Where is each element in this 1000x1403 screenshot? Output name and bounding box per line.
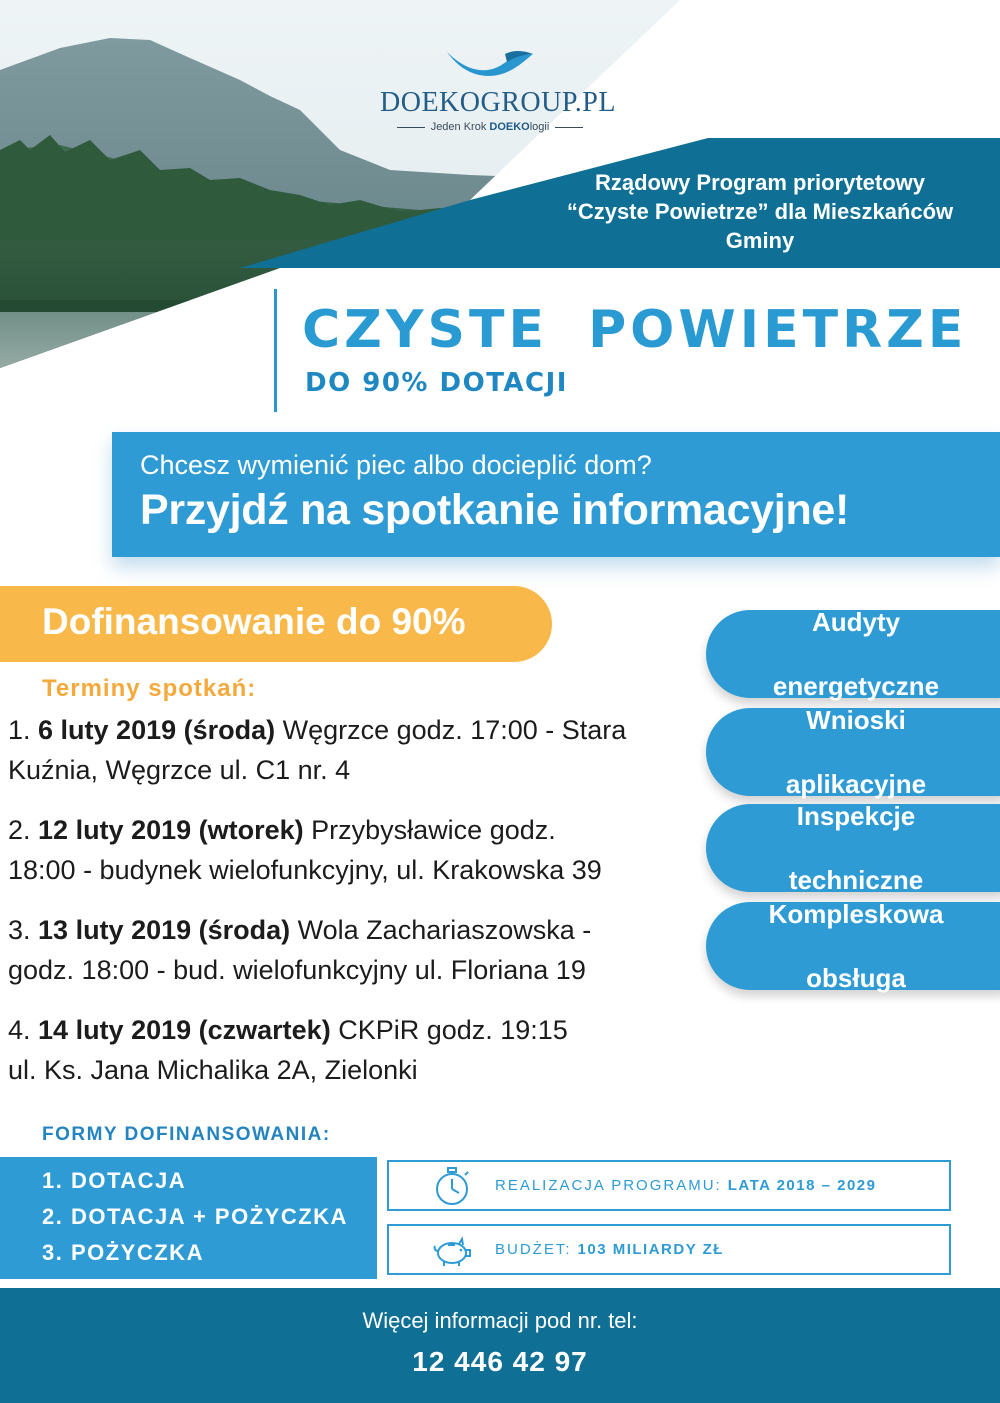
realization-value: LATA 2018 – 2029 <box>727 1177 877 1194</box>
realization-box <box>387 1160 951 1211</box>
forms-item: 1. DOTACJA <box>42 1168 187 1193</box>
funding-pill <box>0 586 552 662</box>
budget-label: BUDŻET: <box>495 1241 572 1258</box>
funding-pill-label: Dofinansowanie do 90% <box>42 601 466 642</box>
service-audits: Audyty energetyczne <box>706 610 1000 698</box>
logo-tagline: Jeden Krok DOEKOlogii <box>380 121 600 133</box>
forms-item: 3. POŻYCZKA <box>42 1240 204 1265</box>
footer-phone[interactable]: 12 446 42 97 <box>412 1346 588 1377</box>
forms-item: 2. DOTACJA + POŻYCZKA <box>42 1204 348 1229</box>
service-inspections: Inspekcje techniczne <box>706 804 1000 892</box>
meetings-label: Terminy spotkań: <box>42 675 257 702</box>
meeting-item: 3. 13 luty 2019 (środa) Wola Zachariaszowska - godz. 18:00 - bud. wielofunkcyjny ul. Floriana 19 <box>8 915 592 985</box>
forms-list <box>0 1157 377 1279</box>
title-divider <box>274 289 277 412</box>
meeting-banner <box>112 432 1000 557</box>
stopwatch-icon <box>431 1165 473 1207</box>
page-title: CZYSTE POWIETRZE <box>302 300 968 360</box>
banner-call-to-action: Przyjdź na spotkanie informacyjne! <box>140 486 850 534</box>
meeting-item: 1. 6 luty 2019 (środa) Węgrzce godz. 17:00 - Stara Kuźnia, Węgrzce ul. C1 nr. 4 <box>8 715 627 785</box>
meeting-item: 4. 14 luty 2019 (czwartek) CKPiR godz. 19:15 ul. Ks. Jana Michalika 2A, Zielonki <box>8 1015 568 1085</box>
meeting-item: 2. 12 luty 2019 (wtorek) Przybysławice godz. 18:00 - budynek wielofunkcyjny, ul. Krakowska 39 <box>8 815 602 885</box>
logo-brand: DOEKOGROUP.PL <box>380 87 616 118</box>
forms-label: FORMY DOFINANSOWANIA: <box>42 1124 331 1145</box>
budget-box <box>387 1224 951 1275</box>
service-complex-support: Kompleskowa obsługa <box>706 902 1000 990</box>
logo <box>380 48 616 133</box>
wave-logo-icon <box>445 48 535 78</box>
service-applications: Wnioski aplikacyjne <box>706 708 1000 796</box>
program-heading: Rządowy Program priorytetowy “Czyste Powietrze” dla Mieszkańców Gminy <box>566 170 954 253</box>
realization-label: REALIZACJA PROGRAMU: <box>495 1177 722 1194</box>
footer <box>0 1288 1000 1403</box>
budget-value: 103 MILIARDY ZŁ <box>577 1241 724 1258</box>
piggy-bank-icon <box>431 1229 473 1271</box>
banner-question: Chcesz wymienić piec albo docieplić dom? <box>140 450 652 480</box>
footer-more-info: Więcej informacji pod nr. tel: <box>362 1308 638 1333</box>
page-subtitle: DO 90% DOTACJI <box>305 368 568 398</box>
